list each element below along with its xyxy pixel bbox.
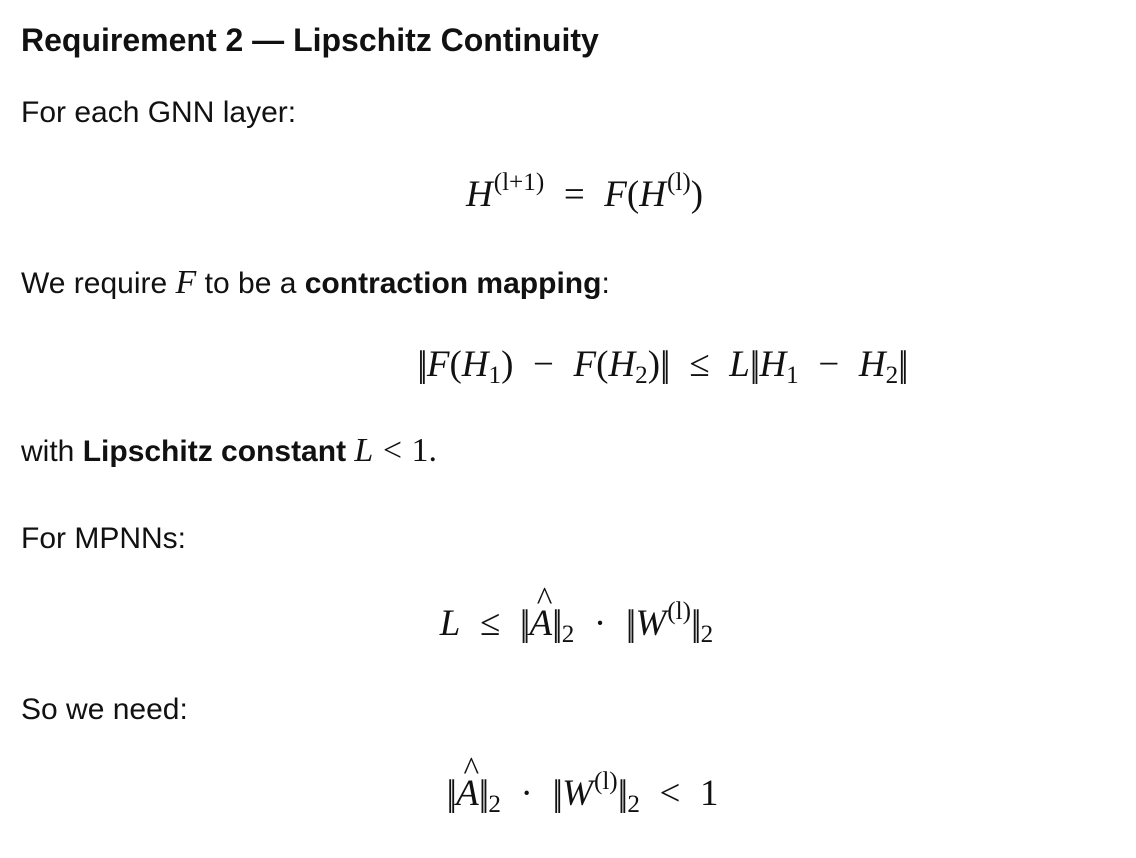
eq-n-adj: ^ A: [456, 766, 479, 822]
eq-b-dot: ·: [593, 603, 607, 644]
eq-b-sub-1: 2: [561, 620, 575, 648]
require-sentence: [21, 265, 610, 302]
eq-b-lhs: L: [439, 603, 461, 644]
eq-n-dot: ·: [520, 773, 533, 814]
lipschitz-term: Lipschitz constant: [82, 435, 347, 468]
eq-c-func-2: F: [573, 344, 597, 385]
need-equation: ||^ A|| $2 \cdot ||W^{(l)}||$ 2 < 1: [21, 766, 1130, 822]
eq-b-weight: W: [635, 603, 667, 644]
eq-n-sub-2: 2: [627, 790, 640, 818]
lipschitz-prefix: with: [21, 435, 75, 468]
eq-c-minus-2: −: [818, 344, 840, 385]
eq-n-weight: W: [562, 773, 593, 814]
eq-b-leq: ≤: [479, 603, 501, 644]
lipschitz-var: L: [354, 432, 374, 469]
eq-c-var-4: H: [858, 344, 886, 385]
section-heading: Requirement 2 — Lipschitz Continuity: [21, 22, 599, 58]
eq-c-var-3: H: [759, 344, 787, 385]
intro-text: For each GNN layer:: [21, 96, 297, 129]
eq-c-var-1: H: [461, 344, 489, 385]
require-suffix: :: [601, 267, 610, 300]
eq-b-weight-sup: (l): [667, 598, 692, 626]
mpnn-label: For MPNNs:: [21, 522, 186, 555]
eq-n-sub-1: 2: [488, 790, 501, 818]
eq-n-weight-sup: (l): [593, 768, 618, 796]
eq-c-const: L: [729, 344, 750, 385]
lipschitz-one: 1: [411, 432, 429, 469]
eq-c-minus-1: −: [533, 344, 554, 385]
need-label: So we need:: [21, 693, 188, 726]
layer-equation: $H^{(l+1)} = F(H^{(l)})$: [465, 169, 704, 215]
eq-layer-arg-var: H: [639, 174, 666, 215]
eq-c-leq: ≤: [689, 344, 710, 385]
contraction-equation: ||F(H1) − F(H2)|| ≤ L||H1 − H2||: [417, 344, 905, 389]
lipschitz-lt: <: [382, 432, 403, 469]
eq-n-lt: <: [659, 773, 681, 814]
eq-c-sub-1: 1: [488, 361, 502, 389]
eq-layer-lhs-var: H: [465, 174, 493, 215]
bound-equation: L ≤ ||^ A|| $2 \cdot ||W^{(l)}||$ 2: [21, 596, 1124, 652]
require-middle: to be a: [204, 267, 297, 300]
lipschitz-condition: [354, 432, 437, 469]
eq-c-func-1: F: [426, 344, 450, 385]
eq-c-var-2: H: [608, 344, 636, 385]
eq-c-sub-2: 2: [635, 361, 648, 389]
eq-b-sub-2: 2: [700, 620, 714, 648]
eq-layer-arg-sup: (l): [666, 169, 691, 197]
eq-b-adj: ^ A: [529, 596, 552, 652]
eq-layer-func: F: [604, 174, 627, 215]
eq-layer-lhs-sup: (l+1): [493, 169, 545, 197]
require-var: F: [175, 264, 197, 301]
eq-c-sub-4: 2: [885, 361, 899, 389]
document-body: [21, 0, 1116, 858]
lipschitz-suffix: .: [428, 432, 438, 469]
contraction-term: contraction mapping: [304, 267, 602, 300]
eq-layer-equals: =: [563, 174, 585, 215]
lipschitz-sentence: [21, 433, 437, 470]
eq-c-sub-3: 1: [786, 361, 799, 389]
eq-n-one: 1: [699, 773, 719, 814]
require-prefix: We require: [21, 267, 168, 300]
